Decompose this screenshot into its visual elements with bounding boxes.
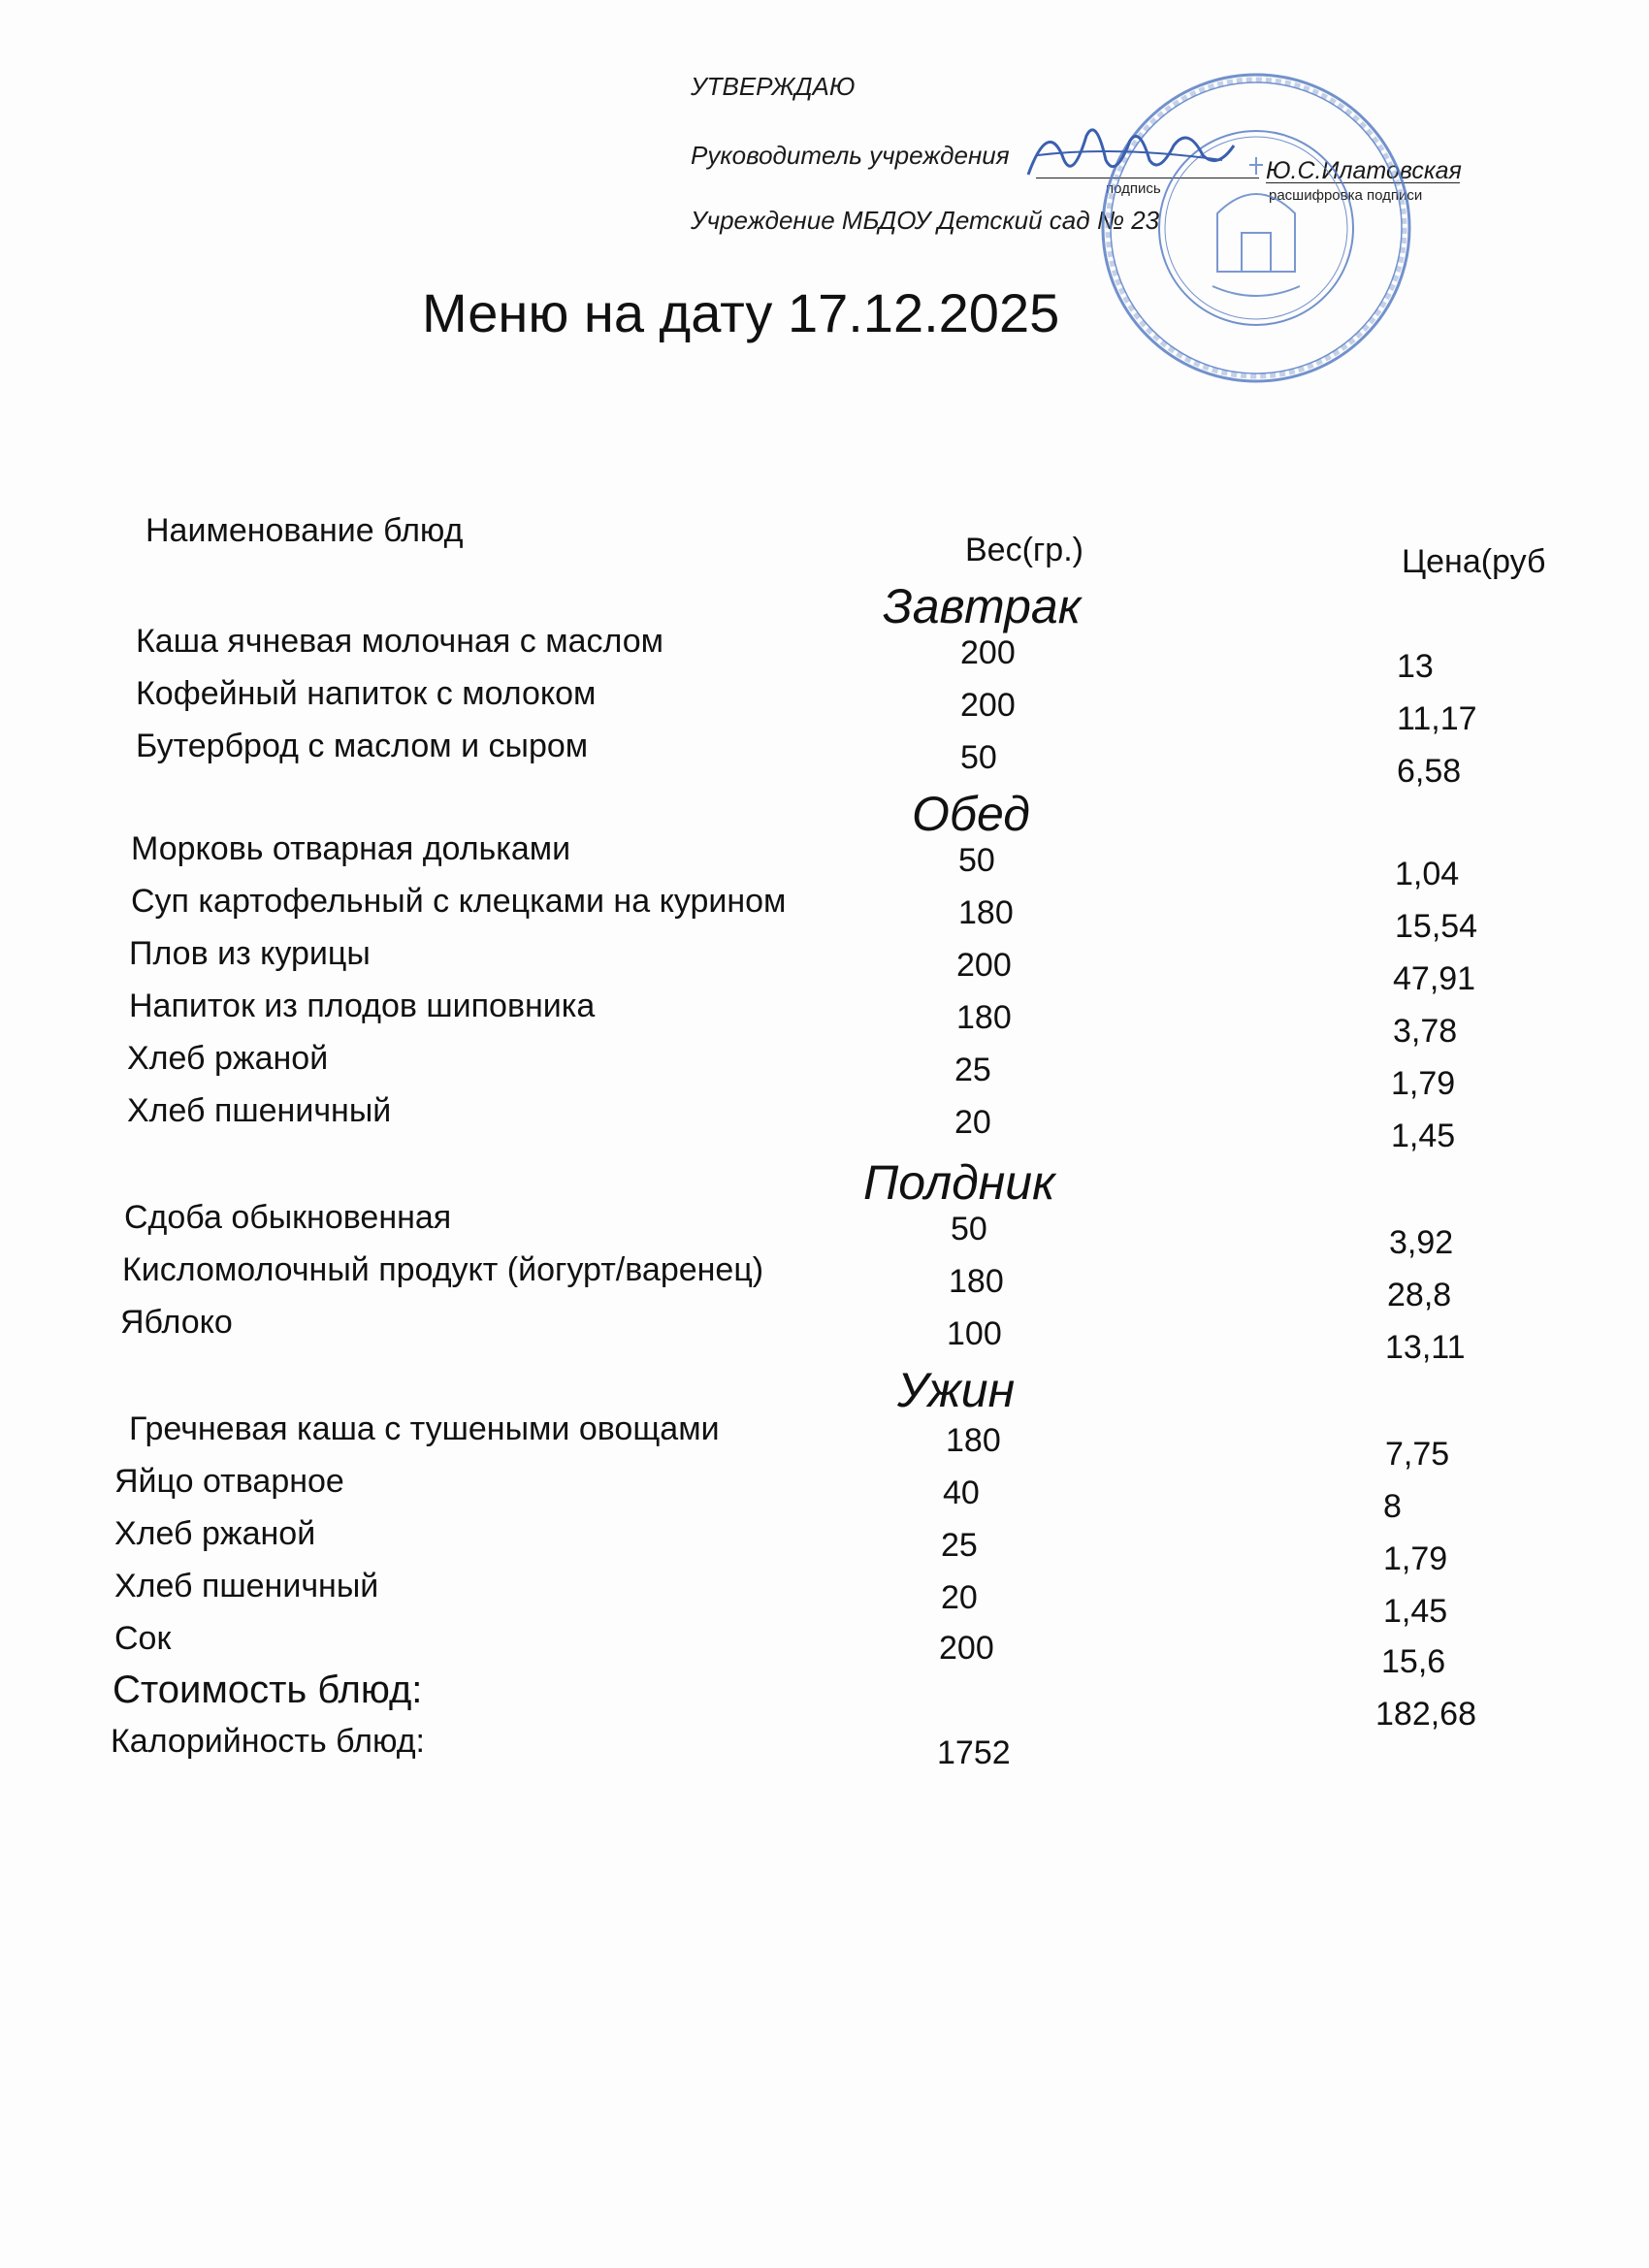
dish-price: 8 (1383, 1488, 1402, 1525)
dish-weight: 200 (960, 687, 1016, 724)
dish-weight: 100 (947, 1315, 1002, 1352)
section-title: Обед (912, 787, 1030, 841)
institution-label: Учреждение МБДОУ Детский сад № 23 (691, 206, 1160, 235)
dish-name: Хлеб пшеничный (114, 1568, 379, 1604)
header-price: Цена(руб (1402, 543, 1546, 580)
dish-weight: 200 (939, 1630, 994, 1667)
dish-price: 15,54 (1395, 908, 1478, 945)
dish-weight: 25 (941, 1527, 978, 1564)
dish-price: 1,04 (1395, 856, 1460, 892)
dish-price: 13 (1397, 648, 1434, 685)
dish-price: 15,6 (1381, 1643, 1446, 1680)
dish-price: 1,45 (1383, 1593, 1448, 1630)
dish-name: Морковь отварная дольками (131, 830, 571, 867)
dish-price: 1,45 (1391, 1118, 1456, 1154)
dish-weight: 20 (941, 1579, 978, 1616)
dish-name: Бутерброд с маслом и сыром (136, 728, 589, 764)
dish-name: Яблоко (120, 1304, 233, 1341)
dish-name: Кофейный напиток с молоком (136, 675, 597, 712)
decoding-caption: расшифровка подписи (1269, 187, 1423, 204)
dish-name: Хлеб ржаной (127, 1040, 329, 1077)
dish-name: Суп картофельный с клецками на курином (131, 883, 787, 920)
signature-icon (1018, 116, 1242, 194)
head-name: Ю.С.Илатовская (1266, 157, 1462, 184)
dish-weight: 50 (960, 739, 997, 776)
dish-weight: 180 (949, 1263, 1004, 1300)
total-cost-label: Стоимость блюд: (113, 1669, 423, 1711)
signature-caption: подпись (1106, 180, 1161, 197)
header-name: Наименование блюд (146, 512, 464, 549)
header-weight: Вес(гр.) (965, 532, 1083, 568)
dish-weight: 50 (958, 842, 995, 879)
dish-name: Хлеб пшеничный (127, 1092, 392, 1129)
dish-weight: 20 (954, 1104, 991, 1141)
dish-price: 6,58 (1397, 753, 1462, 790)
dish-price: 47,91 (1393, 960, 1476, 997)
dish-price: 28,8 (1387, 1277, 1452, 1313)
section-title: Полдник (863, 1155, 1055, 1210)
dish-weight: 180 (946, 1422, 1001, 1459)
dish-weight: 180 (956, 999, 1012, 1036)
dish-name: Напиток из плодов шиповника (129, 988, 596, 1024)
dish-weight: 200 (960, 634, 1016, 671)
dish-name: Хлеб ржаной (114, 1515, 316, 1552)
dish-name: Сдоба обыкновенная (124, 1199, 452, 1236)
dish-weight: 200 (956, 947, 1012, 984)
section-title: Ужин (897, 1363, 1016, 1417)
dish-price: 13,11 (1385, 1329, 1466, 1366)
dish-weight: 50 (951, 1211, 987, 1247)
dish-name: Сок (114, 1620, 172, 1657)
total-calories-label: Калорийность блюд: (111, 1723, 425, 1760)
section-title: Завтрак (883, 579, 1082, 633)
dish-price: 11,17 (1397, 700, 1477, 737)
total-calories-value: 1752 (937, 1734, 1011, 1771)
head-label: Руководитель учреждения (691, 141, 1010, 170)
dish-name: Плов из курицы (129, 935, 371, 972)
total-cost-value: 182,68 (1375, 1696, 1476, 1733)
dish-weight: 25 (954, 1052, 991, 1088)
dish-weight: 40 (943, 1474, 980, 1511)
page-title: Меню на дату 17.12.2025 (422, 282, 1060, 343)
dish-price: 1,79 (1383, 1540, 1448, 1577)
dish-weight: 180 (958, 894, 1014, 931)
dish-price: 3,92 (1389, 1224, 1454, 1261)
dish-name: Яйцо отварное (114, 1463, 344, 1500)
dish-price: 3,78 (1393, 1013, 1458, 1050)
dish-name: Гречневая каша с тушеными овощами (129, 1410, 720, 1447)
dish-name: Каша ячневая молочная с маслом (136, 623, 664, 660)
approve-label: УТВЕРЖДАЮ (691, 72, 856, 101)
dish-name: Кисломолочный продукт (йогурт/варенец) (122, 1251, 764, 1288)
dish-price: 7,75 (1385, 1436, 1450, 1473)
dish-price: 1,79 (1391, 1065, 1456, 1102)
